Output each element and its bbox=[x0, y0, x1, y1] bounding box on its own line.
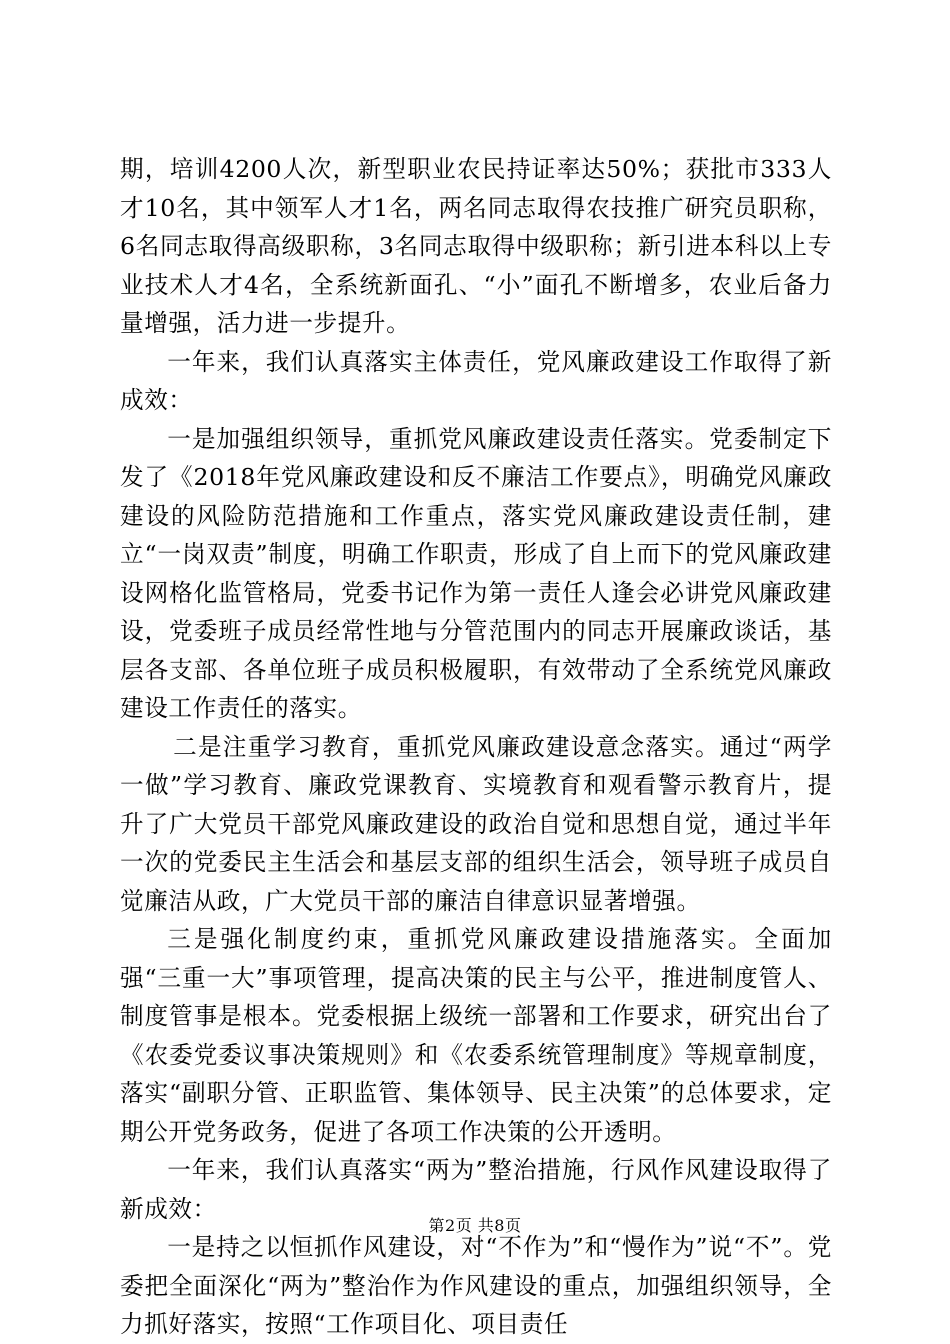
paragraph-organization-leadership: 一是加强组织领导，重抓党风廉政建设责任落实。党委制定下发了《2018年党风廉政建设和反不廉洁工作要点》，明确党风廉政建设的风险防范措施和工作重点，落实党风廉政建设责任制，建立“一岗双责”制度，明确工作职责，形成了自上而下的党风廉政建设网格化监管格局，党委书记作为第一责任人逢会必讲党风廉政建设，党委班子成员经常性地与分管范围内的同志开展廉政谈话，基层各支部、各单位班子成员积极履职，有效带动了全系统党风廉政建设工作责任的落实。 bbox=[120, 424, 832, 722]
paragraph-work-style-building: 一是持之以恒抓作风建设，对“不作为”和“慢作为”说“不”。党委把全面深化“两为”整治作为作风建设的重点，加强组织领导，全力抓好落实，按照“工作项目化、项目责任 bbox=[120, 1233, 832, 1338]
document-body bbox=[120, 150, 832, 1344]
page-number-footer: 第2页 共8页 bbox=[428, 1216, 522, 1235]
paragraph-training-stats: 期，培训4200人次，新型职业农民持证率达50%；获批市333人才10名，其中领军人才1名，两名同志取得农技推广研究员职称，6名同志取得高级职称，3名同志取得中级职称；新引进本科以上专业技术人才4名，全系统新面孔、“小”面孔不断增多，农业后备力量增强，活力进一步提升。 bbox=[120, 155, 832, 337]
paragraph-party-integrity-intro: 一年来，我们认真落实主体责任，党风廉政建设工作取得了新成效： bbox=[120, 347, 832, 414]
paragraph-study-education: 二是注重学习教育，重抓党风廉政建设意念落实。通过“两学一做”学习教育、廉政党课教育、实境教育和观看警示教育片，提升了广大党员干部党风廉政建设的政治自觉和思想自觉，通过半年一次的党委民主生活会和基层支部的组织生活会，领导班子成员自觉廉洁从政，广大党员干部的廉洁自律意识显著增强。 bbox=[120, 732, 832, 915]
paragraph-system-constraints: 三是强化制度约束，重抓党风廉政建设措施落实。全面加强“三重一大”事项管理，提高决策的民主与公平，推进制度管人、制度管事是根本。党委根据上级统一部署和工作要求，研究出台了《农委党委议事决策规则》和《农委系统管理制度》等规章制度，落实“副职分管、正职监管、集体领导、民主决策”的总体要求，定期公开党务政务，促进了各项工作决策的公开透明。 bbox=[120, 925, 832, 1146]
paragraph-work-style-intro: 一年来，我们认真落实“两为”整治措施，行风作风建设取得了新成效： bbox=[120, 1156, 832, 1223]
